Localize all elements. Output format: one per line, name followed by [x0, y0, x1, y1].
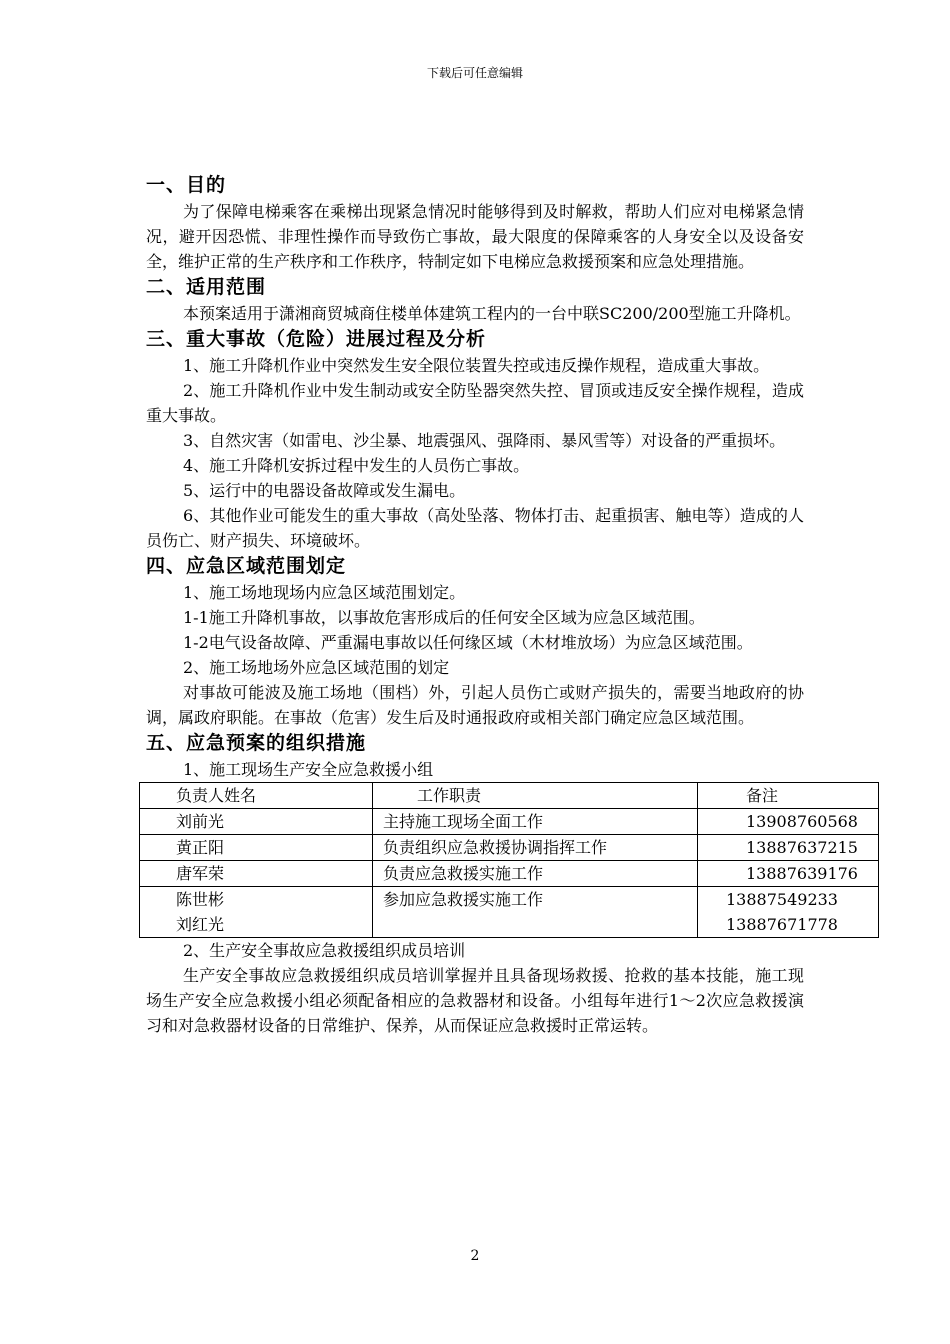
table-cell-notes [698, 887, 879, 938]
section-1-paragraph: 为了保障电梯乘客在乘梯出现紧急情况时能够得到及时解救，帮助人们应对电梯紧急情况，避开因恐慌、非理性操作而导致伤亡事故，最大限度的保障乘客的人身安全以及设备安全，维护正常的生产秩序和工作秩序，特制定如下电梯应急救援预案和应急处理措施。 [146, 202, 804, 271]
table-row [140, 809, 879, 835]
section-5-paragraph: 生产安全事故应急救援组织成员培训掌握并且具备现场救援、抢救的基本技能，施工现场生产安全应急救援小组必须配备相应的急救器材和设备。小组每年进行1～2次应急救援演习和对急救器材设备的日常维护、保养，从而保证应急救援时正常运转。 [146, 966, 804, 1035]
table-cell-duty: 参加应急救援实施工作 [373, 887, 698, 938]
table-cell-note: 13887639176 [698, 861, 879, 887]
section-4-title: 四、应急区域范围划定 [146, 555, 347, 577]
table-cell-note: 13887671778 [726, 915, 838, 934]
table-cell-duty: 主持施工现场全面工作 [373, 809, 698, 835]
table-cell-note: 13887637215 [698, 835, 879, 861]
section-5-title: 五、应急预案的组织措施 [146, 732, 367, 754]
table-cell-duty: 负责组织应急救援协调指挥工作 [373, 835, 698, 861]
table-row [140, 887, 879, 938]
table-cell-name: 唐军荣 [140, 861, 373, 887]
table-cell-duty: 负责应急救援实施工作 [373, 861, 698, 887]
table-cell-note: 13887549233 [726, 890, 838, 909]
table-cell-name: 刘前光 [140, 809, 373, 835]
table-cell-names [140, 887, 373, 938]
table-cell-note: 13908760568 [698, 809, 879, 835]
section-3-item: 3、自然灾害（如雷电、沙尘暴、地震强风、强降雨、暴风雪等）对设备的严重损坏。 [183, 431, 786, 450]
section-3-item: 5、运行中的电器设备故障或发生漏电。 [183, 481, 466, 500]
document-body [146, 172, 858, 1038]
section-4-item: 1-1施工升降机事故，以事故危害形成后的任何安全区域为应急区域范围。 [183, 608, 705, 627]
section-4-item: 2、施工场地场外应急区域范围的划定 [183, 658, 450, 677]
table-cell-name: 黄正阳 [140, 835, 373, 861]
section-4-item: 1、施工场地现场内应急区域范围划定。 [183, 583, 466, 602]
table-cell-name: 陈世彬 [176, 890, 225, 909]
section-1-title: 一、目的 [146, 174, 227, 196]
section-3-item: 2、施工升降机作业中发生制动或安全防坠器突然失控、冒顶或违反安全操作规程，造成重大事故。 [146, 381, 804, 425]
rescue-team-table [139, 782, 879, 938]
section-3-title: 三、重大事故（危险）进展过程及分析 [146, 328, 487, 350]
table-row [140, 835, 879, 861]
table-header-cell: 备注 [698, 783, 879, 809]
section-3-item: 1、施工升降机作业中突然发生安全限位装置失控或违反操作规程，造成重大事故。 [183, 356, 770, 375]
section-3-item: 4、施工升降机安拆过程中发生的人员伤亡事故。 [183, 456, 530, 475]
header-note: 下载后可任意编辑 [426, 66, 523, 80]
section-2-title: 二、适用范围 [146, 276, 267, 298]
section-5-subtitle-training: 2、生产安全事故应急救援组织成员培训 [183, 941, 466, 960]
table-header-row [140, 783, 879, 809]
table-row [140, 861, 879, 887]
section-5-subtitle-team: 1、施工现场生产安全应急救援小组 [183, 760, 434, 779]
table-header-cell: 工作职责 [373, 783, 698, 809]
page-number: 2 [470, 1248, 480, 1264]
table-header-cell: 负责人姓名 [140, 783, 373, 809]
section-4-item: 1-2电气设备故障、严重漏电事故以任何缘区域（木材堆放场）为应急区域范围。 [183, 633, 753, 652]
section-3-item: 6、其他作业可能发生的重大事故（高处坠落、物体打击、起重损害、触电等）造成的人员伤亡、财产损失、环境破坏。 [146, 506, 804, 550]
section-4-item: 对事故可能波及施工场地（围档）外，引起人员伤亡或财产损失的，需要当地政府的协调，属政府职能。在事故（危害）发生后及时通报政府或相关部门确定应急区域范围。 [146, 683, 804, 727]
section-2-paragraph: 本预案适用于潇湘商贸城商住楼单体建筑工程内的一台中联SC200/200型施工升降机。 [183, 304, 801, 323]
table-cell-name: 刘红光 [176, 915, 225, 934]
